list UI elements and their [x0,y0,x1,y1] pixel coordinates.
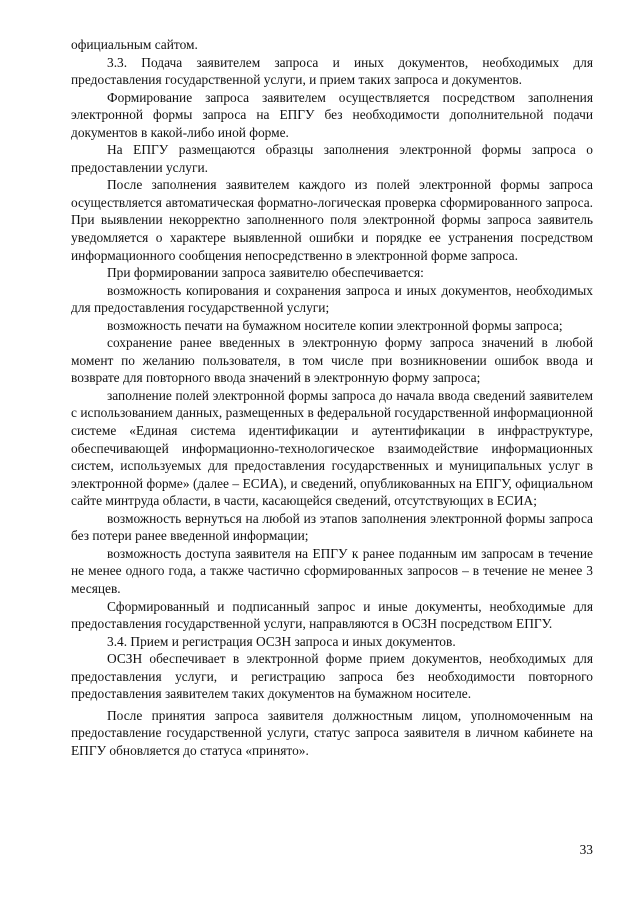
paragraph: После заполнения заявителем каждого из полей электронной формы запроса осуществляется автоматическая форматно-логическая проверка сформированного запроса. При выявлении некорректно заполненного поля электронной формы запроса заявитель уведомляется о характере выявленной ошибки и порядке ее устранения посредством информационного сообщения непосредственно в электронной форме запроса. [71,177,593,263]
list-item: сохранение ранее введенных в электронную форму запроса значений в любой момент по желанию пользователя, в том числе при возникновении ошибок ввода и возврате для повторного ввода значений в электронную форму запроса; [71,335,593,386]
section-heading: 3.4. Прием и регистрация ОСЗН запроса и иных документов. [107,633,456,649]
document-body [71,36,593,759]
paragraph: ОСЗН обеспечивает в электронной форме прием документов, необходимых для предоставления услуги, и регистрацию запроса без необходимости повторного предоставления заявителем таких документов на бумажном носителе. [71,651,593,702]
list-item: возможность копирования и сохранения запроса и иных документов, необходимых для предоставления государственной услуги; [71,282,593,316]
paragraph: Сформированный и подписанный запрос и иные документы, необходимые для предоставления государственной услуги, направляются в ОСЗН посредством ЕПГУ. [71,598,593,632]
list-item: возможность доступа заявителя на ЕПГУ к ранее поданным им запросам в течение не менее одного года, а также частично сформированных запросов – в течение не менее 3 месяцев. [71,545,593,596]
list-item: возможность печати на бумажном носителе копии электронной формы запроса; [107,317,563,333]
paragraph: 3.3. Подача заявителем запроса и иных документов, необходимых для предоставления государственной услуги, и прием таких запроса и документов. [71,54,593,88]
list-item: возможность вернуться на любой из этапов заполнения электронной формы запроса без потери ранее введенной информации; [71,510,593,544]
page-number: 33 [579,842,593,857]
paragraph: После принятия запроса заявителя должностным лицом, уполномоченным на предоставление государственной услуги, статус запроса заявителя в личном кабинете на ЕПГУ обновляется до статуса «принято». [71,707,593,758]
paragraph: На ЕПГУ размещаются образцы заполнения электронной формы запроса о предоставлении услуги. [71,142,593,175]
paragraph: При формировании запроса заявителю обеспечивается: [107,265,424,281]
list-item: заполнение полей электронной формы запроса до начала ввода сведений заявителем с использованием данных, размещенных в федеральной государственной информационной системе «Единая система идентификации и аутентификации в инфраструктуре, обеспечивающей информационно-технологическое взаимодействие информационных систем, используемых для предоставления государственных и муниципальных услуг в электронной форме» (далее – ЕСИА), и сведений, опубликованных на ЕПГУ, официальном сайте минтруда области, в части, касающейся сведений, отсутствующих в ЕСИА; [71,387,593,509]
paragraph: официальным сайтом. [71,37,198,52]
paragraph: Формирование запроса заявителем осуществляется посредством заполнения электронной формы запроса на ЕПГУ без необходимости дополнительной подачи документов в какой-либо иной форме. [71,89,593,140]
